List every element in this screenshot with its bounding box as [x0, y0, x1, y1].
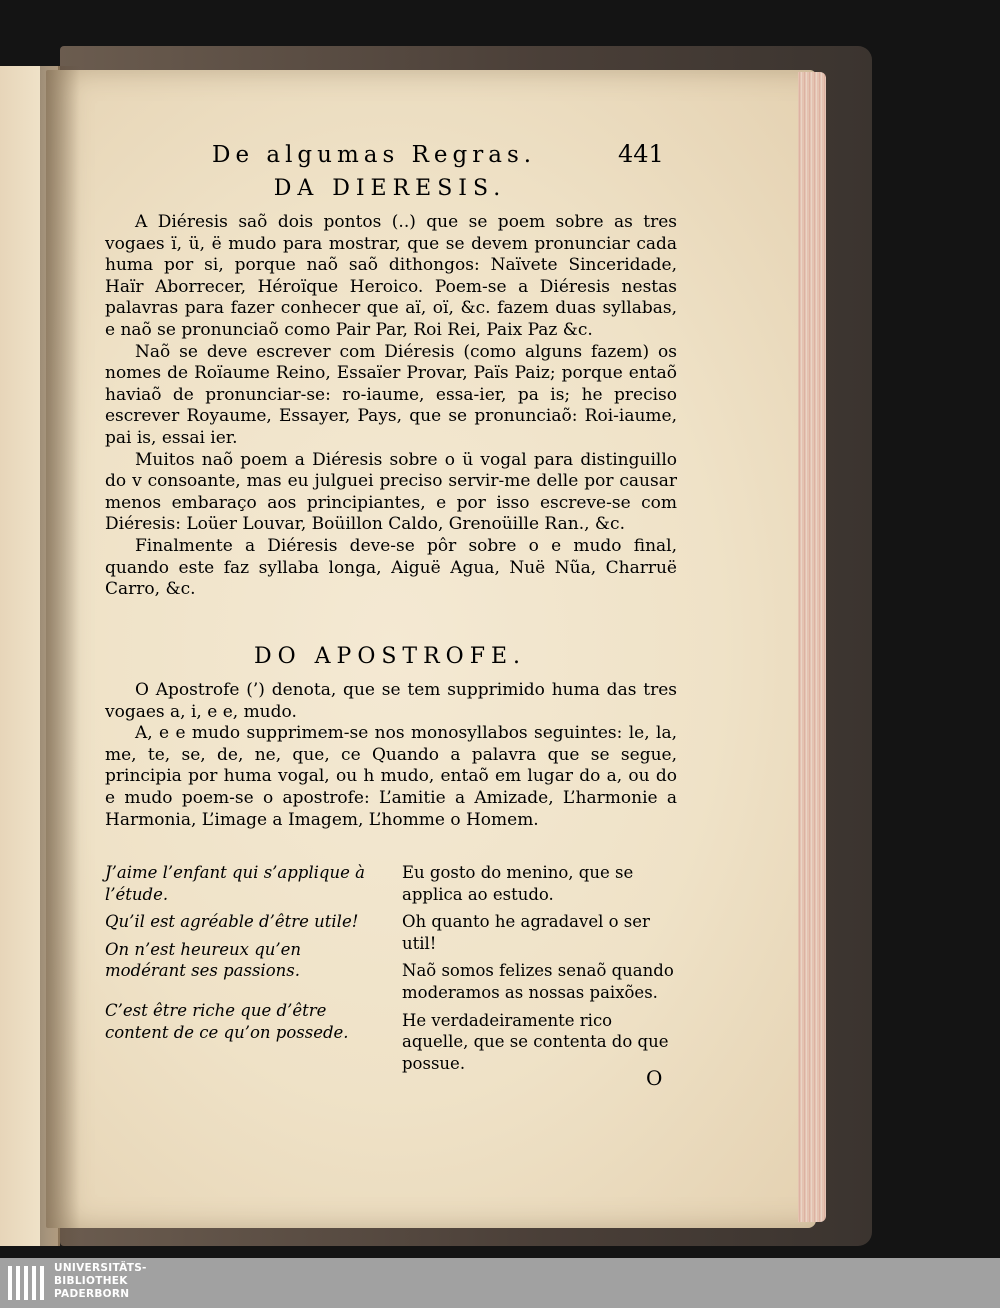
- running-head-title: De algumas Regras.: [212, 142, 537, 168]
- library-name-line: BIBLIOTHEK: [54, 1275, 128, 1287]
- library-name-line: UNIVERSITÄTS-: [54, 1262, 147, 1274]
- library-name: [54, 1262, 147, 1301]
- section-heading-apostrofe: DO APOSTROFE.: [253, 644, 527, 669]
- catchword: O: [646, 1066, 663, 1090]
- french-example: C’est être riche que d’être content de ce qu’on possede.: [105, 1000, 349, 1042]
- paragraph: Muitos naõ poem a Diéresis sobre o ü vogal para distinguillo do v consoante, mas eu julguei preciso servir-me delle por causar menos embaraço aos principiantes, e por isso escreve-se com Diéresis: Loüer Louvar, Boüillon Caldo, Grenoüille Ran., &c.: [105, 449, 677, 535]
- gutter-shadow: [40, 66, 80, 1246]
- paragraph: O Apostrofe (’) denota, que se tem supprimido huma das tres vogaes a, i, e e, mudo.: [105, 680, 677, 722]
- apostrofe-text: [105, 680, 677, 831]
- section-heading-dieresis: DA DIERESIS.: [273, 176, 507, 201]
- french-examples-column: [105, 862, 387, 1049]
- french-example: J’aime l’enfant qui s’applique à l’étude.: [105, 863, 365, 904]
- library-logo-icon: [6, 1264, 46, 1302]
- paragraph: A Diéresis saõ dois pontos (..) que se poem sobre as tres vogaes ï, ü, ë mudo para mostrar, que se devem pronunciar cada huma por si, porque naõ saõ dithongos: Naïvete Sinceridade, Haïr Aborrecer, Héroïque Heroico. Poem-se a Diéresis nestas palavras para fazer conhecer que aï, oï, &c. fazem duas syllabas, e naõ se pronunciaõ como Pair Par, Roi Rei, Paix Paz &c.: [105, 212, 677, 340]
- portuguese-example: Eu gosto do menino, que se applica ao estudo.: [402, 863, 634, 904]
- page-edges: [798, 72, 826, 1222]
- portuguese-example: He verdadeiramente rico aquelle, que se contenta do que possue.: [402, 1010, 669, 1073]
- dieresis-text: [105, 212, 677, 601]
- french-example: On n’est heureux qu’en modérant ses passions.: [105, 939, 302, 981]
- paragraph: A, e e mudo supprimem-se nos monosyllabos seguintes: le, la, me, te, se, de, ne, que, ce Quando a palavra que se segue, principia por huma vogal, ou h mudo, entaõ em lugar do a, ou do e mudo poem-se o apostrofe: L’amitie a Amizade, L’harmonie a Harmonia, L’image a Imagem, L’homme o Homem.: [105, 723, 677, 830]
- portuguese-example: Naõ somos felizes senaõ quando moderamos as nossas paixões.: [402, 961, 674, 1002]
- library-footer: [0, 1258, 1000, 1308]
- paragraph: Finalmente a Diéresis deve-se pôr sobre o e mudo final, quando este faz syllaba longa, Aiguë Agua, Nuë Nũa, Charruë Carro, &c.: [105, 535, 677, 600]
- portuguese-examples-column: [402, 862, 678, 1080]
- library-name-line: PADERBORN: [54, 1288, 130, 1300]
- french-example: Qu’il est agréable d’être utile!: [105, 912, 359, 932]
- portuguese-example: Oh quanto he agradavel o ser util!: [402, 912, 650, 953]
- running-head: [212, 140, 664, 172]
- page-number: 441: [618, 140, 664, 168]
- paragraph: Naõ se deve escrever com Diéresis (como alguns fazem) os nomes de Roïaume Reino, Essaïer Provar, Païs Paiz; porque entaõ haviaõ de pronunciar-se: ro-iaume, essa-ier, pa is; he preciso escrever Royaume, Essayer, Pays, que se pronunciaõ: Roi-iaume, pai is, essai ier.: [105, 341, 677, 448]
